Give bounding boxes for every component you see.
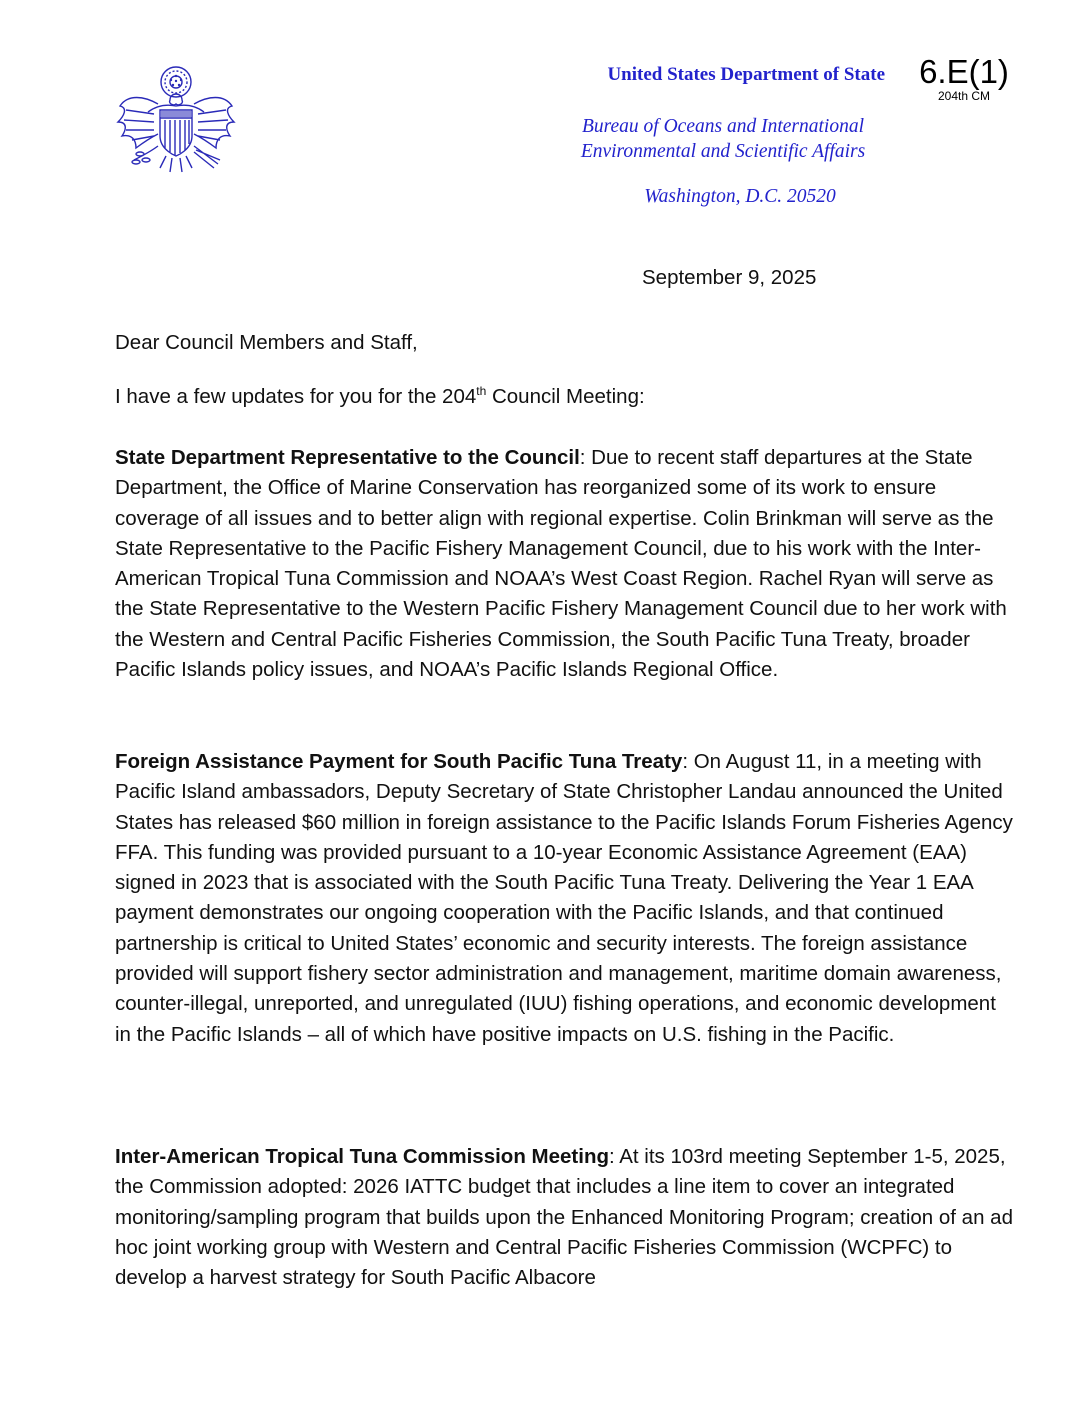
salutation: Dear Council Members and Staff,	[115, 331, 418, 354]
section-heading: State Department Representative to the Council	[115, 446, 580, 469]
section-iattc-meeting	[115, 1142, 1015, 1293]
section-heading: Inter-American Tropical Tuna Commission Meeting	[115, 1145, 609, 1168]
us-great-seal-icon	[114, 60, 238, 176]
intro-text-end: Council Meeting:	[486, 385, 645, 408]
section-text: : Due to recent staff departures at the State Department, the Office of Marine Conservation has reorganized some of its work to ensure coverage of all issues and to better align with regional expertise. Colin Brinkman will serve as the State Representative to the Pacific Fishery Management Council, due to his work with the Inter-American Tropical Tuna Commission and NOAA’s West Coast Region. Rachel Ryan will serve as the State Representative to the Western Pacific Fishery Management Council due to her work with the Western and Central Pacific Fisheries Commission, the South Pacific Tuna Treaty, broader Pacific Islands policy issues, and NOAA’s Pacific Islands Regional Office.	[115, 446, 1007, 682]
section-text: : At its 103rd meeting September 1-5, 2025, the Commission adopted: 2026 IATTC budget that includes a line item to cover an integrated monitoring/sampling program that builds upon the Enhanced Monitoring Program; creation of an ad hoc joint working group with Western and Central Pacific Fisheries Commission (WCPFC) to develop a harvest strategy for South Pacific Albacore	[115, 1145, 1013, 1290]
letter-date: September 9, 2025	[642, 266, 817, 289]
agency-name: United States Department of State	[607, 64, 885, 85]
agenda-item-number: 6.E(1)	[919, 53, 1009, 90]
bureau-name	[560, 114, 886, 164]
agenda-item-meeting: 204th CM	[937, 89, 991, 103]
section-text: : On August 11, in a meeting with Pacific Island ambassadors, Deputy Secretary of State Christopher Landau announced the United States has released $60 million in foreign assistance to the Pacific Islands Forum Fisheries Agency FFA. This funding was provided pursuant to a 10-year Economic Assistance Agreement (EAA) signed in 2023 that is associated with the South Pacific Tuna Treaty. Delivering the Year 1 EAA payment demonstrates our ongoing cooperation with the Pacific Islands, and that continued partnership is critical to United States’ economic and security interests. The foreign assistance provided will support fishery sector administration and management, maritime domain awareness, counter-illegal, unreported, and unregulated (IUU) fishing operations, and economic development in the Pacific Islands – all of which have positive impacts on U.S. fishing in the Pacific.	[115, 750, 1013, 1046]
intro-line	[115, 382, 1015, 412]
agency-block	[607, 64, 885, 86]
section-foreign-assistance	[115, 747, 1015, 1050]
city-address: Washington, D.C. 20520	[644, 186, 836, 207]
section-representative	[115, 443, 1015, 685]
agenda-item-code	[914, 54, 1014, 103]
intro-superscript: th	[476, 384, 487, 399]
bureau-line-1: Bureau of Oceans and International	[582, 116, 864, 137]
bureau-line-2: Environmental and Scientific Affairs	[580, 141, 866, 162]
intro-text: I have a few updates for you for the 204	[115, 385, 477, 408]
section-heading: Foreign Assistance Payment for South Pacific Tuna Treaty	[115, 750, 683, 773]
